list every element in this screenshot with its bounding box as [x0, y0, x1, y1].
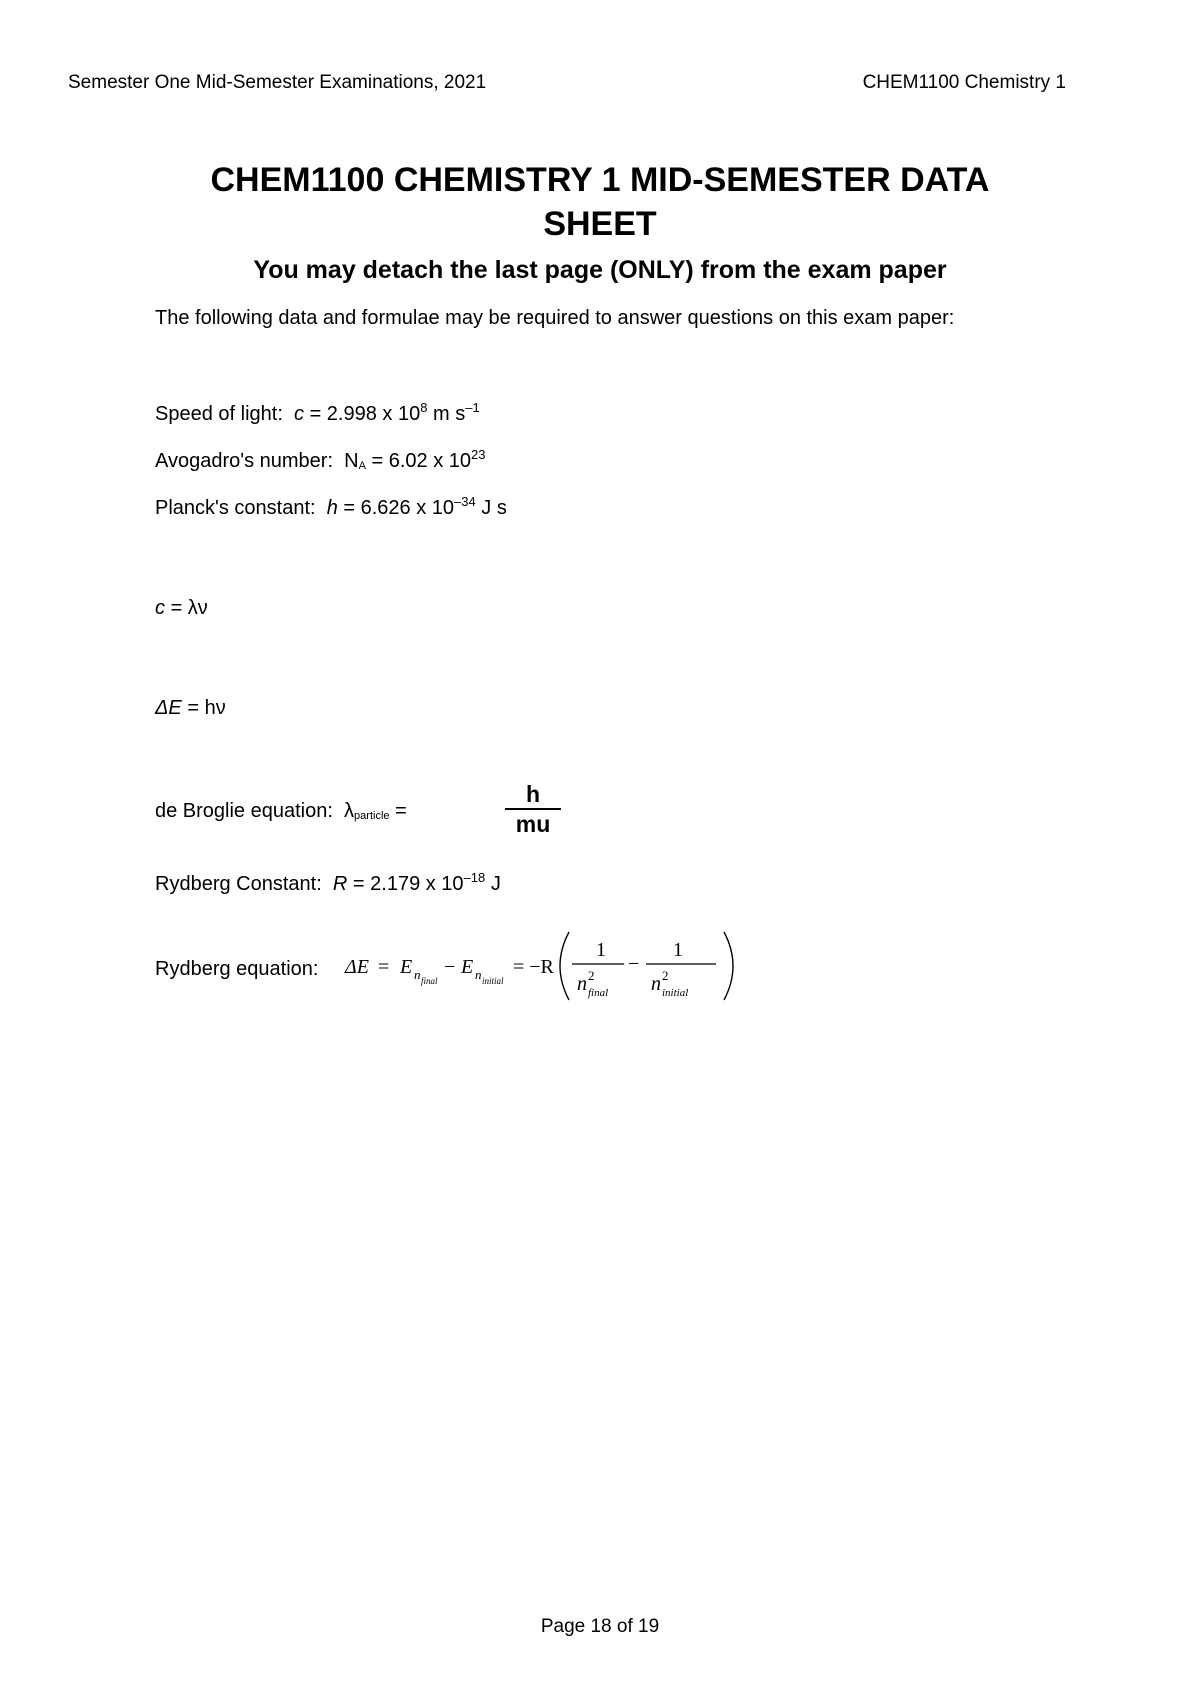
- page-title: CHEM1100 CHEMISTRY 1 MID-SEMESTER DATA SHEET: [210, 161, 990, 243]
- fraction-denominator: mu: [515, 811, 551, 837]
- wave-equation: c = λν: [155, 597, 208, 619]
- intro-text: The following data and formulae may be required to answer questions on this exam paper:: [155, 307, 955, 329]
- rydberg-constant-line: Rydberg Constant: R = 2.179 x $10^{-18}$ J: [155, 870, 501, 895]
- rydberg-minus-r: = −R: [513, 956, 554, 978]
- svg-text:2: 2: [662, 968, 669, 983]
- rydberg-e-initial: E: [461, 956, 474, 978]
- rydberg-e-final: E: [400, 956, 413, 978]
- header-exam-name: Semester One Mid-Semester Examinations, 2021: [68, 72, 487, 93]
- svg-text:n: n: [651, 973, 661, 995]
- de-broglie-fraction: [505, 780, 561, 836]
- svg-text:initial: initial: [482, 976, 504, 986]
- svg-text:2: 2: [588, 968, 595, 983]
- svg-text:n: n: [577, 973, 587, 995]
- rydberg-equation-label: Rydberg equation:: [155, 958, 319, 980]
- page-subtitle: You may detach the last page (ONLY) from the exam paper: [253, 256, 947, 284]
- rydberg-delta-e: ΔE: [345, 956, 369, 978]
- fraction-numerator: h: [525, 781, 541, 807]
- svg-text:1: 1: [596, 939, 606, 961]
- svg-text:1: 1: [673, 939, 683, 961]
- svg-text:=: =: [378, 956, 390, 978]
- svg-text:final: final: [588, 987, 609, 999]
- svg-text:−: −: [444, 956, 456, 978]
- svg-text:n: n: [414, 967, 421, 982]
- speed-of-light-line: Speed of light: c = 2.998 x $10^8$ m $s^{-1}$: [155, 400, 480, 425]
- avogadro-line: Avogadro's number: $N_A = 6.02$ x $10^{23}$: [155, 447, 486, 472]
- rydberg-equation-formula: [340, 926, 760, 1006]
- svg-text:n: n: [475, 967, 482, 982]
- svg-text:final: final: [421, 976, 438, 986]
- svg-text:initial: initial: [662, 987, 689, 999]
- svg-text:−: −: [628, 953, 640, 975]
- energy-equation: ΔE = hν: [155, 697, 226, 719]
- page-number: Page 18 of 19: [540, 1616, 660, 1637]
- planck-line: Planck's constant: h = 6.626 x $10^{-34}$ J s: [155, 494, 507, 519]
- header-course-name: CHEM1100 Chemistry 1: [862, 72, 1066, 93]
- fraction-bar: [505, 808, 561, 810]
- de-broglie-equation: de Broglie equation: $\lambda_{particle}$ =: [155, 800, 407, 822]
